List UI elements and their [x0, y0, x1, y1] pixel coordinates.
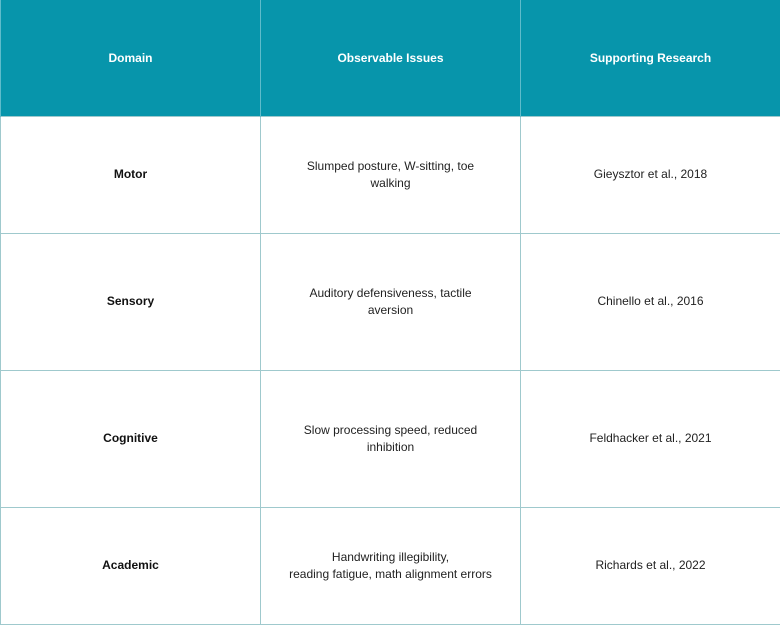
table-row [1, 116, 780, 233]
issues-line: walking [289, 175, 492, 192]
issues-cell [261, 233, 521, 370]
research-cell: Richards et al., 2022 [521, 507, 780, 624]
table-row [1, 233, 780, 370]
table-row [1, 507, 780, 624]
issues-line: reading fatigue, math alignment errors [289, 566, 492, 583]
domain-cell: Cognitive [1, 370, 261, 507]
issues-cell [261, 116, 521, 233]
header-supporting-research: Supporting Research [521, 0, 780, 116]
issues-cell [261, 370, 521, 507]
header-domain: Domain [1, 0, 261, 116]
domain-cell: Academic [1, 507, 261, 624]
table-row [1, 370, 780, 507]
issues-line: Slow processing speed, reduced [289, 422, 492, 439]
header-observable-issues: Observable Issues [261, 0, 521, 116]
issues-line: Slumped posture, W-sitting, toe [289, 158, 492, 175]
issues-line: Handwriting illegibility, [289, 549, 492, 566]
issues-line: aversion [289, 302, 492, 319]
research-cell: Gieysztor et al., 2018 [521, 116, 780, 233]
issues-line: inhibition [289, 439, 492, 456]
issues-line: Auditory defensiveness, tactile [289, 285, 492, 302]
domain-cell: Motor [1, 116, 261, 233]
issues-cell [261, 507, 521, 624]
domain-cell: Sensory [1, 233, 261, 370]
header-row [1, 0, 780, 116]
research-cell: Feldhacker et al., 2021 [521, 370, 780, 507]
research-cell: Chinello et al., 2016 [521, 233, 780, 370]
